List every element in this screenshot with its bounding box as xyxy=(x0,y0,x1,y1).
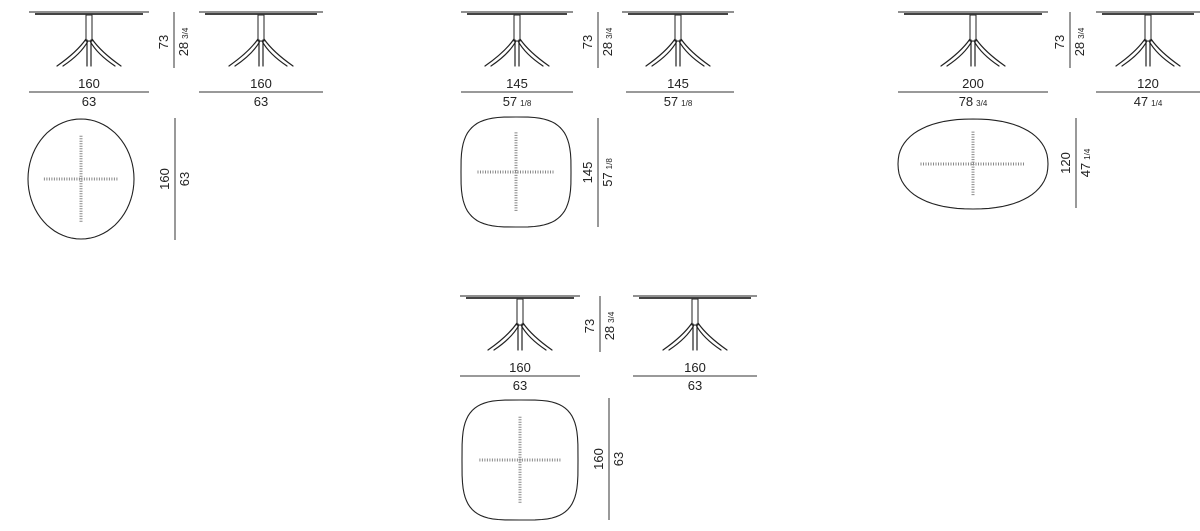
leg-left-inner xyxy=(1122,41,1147,66)
front-elevation xyxy=(29,12,149,66)
leg-right xyxy=(92,39,121,66)
height-inch-label-fraction: 3/4 xyxy=(607,311,616,323)
table-column xyxy=(970,15,976,41)
table-variant-oval-200x120 xyxy=(898,12,1200,209)
leg-right-inner xyxy=(521,325,546,350)
plan-depth-cm-label-value: 160 xyxy=(591,448,606,470)
front-width-inch-label xyxy=(513,378,527,393)
leg-left-inner xyxy=(669,325,694,350)
side-width-cm-label-value: 120 xyxy=(1137,76,1159,91)
height-cm-label-value: 73 xyxy=(582,318,597,334)
plan-depth-inch-label-value: 63 xyxy=(611,451,626,467)
plan-depth-cm-label xyxy=(1058,152,1073,174)
leg-right xyxy=(1151,39,1180,66)
front-width-inch-label-value: 63 xyxy=(512,378,528,393)
front-width-inch-label-fraction: 3/4 xyxy=(976,99,988,108)
leg-right-inner xyxy=(1149,41,1174,66)
leg-left xyxy=(663,323,692,350)
front-elevation xyxy=(898,12,1048,66)
plan-depth-cm-label-value: 145 xyxy=(580,161,595,184)
leg-right xyxy=(681,39,710,66)
base-cross xyxy=(478,132,555,211)
height-cm-label xyxy=(1052,35,1067,49)
front-elevation xyxy=(460,296,580,350)
front-width-cm-label xyxy=(962,76,984,91)
height-cm-label xyxy=(582,319,597,333)
height-inch-label-value: 28 xyxy=(1072,41,1087,57)
table-column xyxy=(258,15,264,41)
height-inch-label-fraction: 3/4 xyxy=(181,27,190,39)
height-cm-label xyxy=(156,35,171,49)
leg-right-inner xyxy=(518,41,543,66)
front-width-cm-label-value: 160 xyxy=(509,360,531,375)
table-column xyxy=(675,15,681,41)
leg-right-inner xyxy=(974,41,999,66)
side-width-cm-label-value: 145 xyxy=(667,76,689,91)
side-width-inch-label xyxy=(254,94,268,109)
plan-depth-inch-label-value: 63 xyxy=(177,171,192,187)
leg-left-inner xyxy=(494,325,519,350)
plan-depth-cm-label xyxy=(580,162,595,184)
plan-depth-inch-label-fraction: 1/4 xyxy=(1083,148,1092,160)
side-width-cm-label xyxy=(684,360,706,375)
leg-right xyxy=(698,323,727,350)
front-width-inch-label-fraction: 1/8 xyxy=(520,99,532,108)
leg-right xyxy=(523,323,552,350)
height-inch-label-fraction: 3/4 xyxy=(1077,27,1086,39)
front-width-cm-label xyxy=(78,76,100,91)
front-width-cm-label xyxy=(509,360,531,375)
side-width-cm-label xyxy=(667,76,689,91)
side-elevation xyxy=(199,12,323,66)
leg-left xyxy=(485,39,514,66)
height-cm-label-value: 73 xyxy=(1052,34,1067,50)
leg-right-inner xyxy=(90,41,115,66)
front-width-inch-label xyxy=(959,94,988,109)
plan-depth-cm-label xyxy=(157,168,172,190)
base-cross xyxy=(921,132,1026,197)
table-column xyxy=(692,299,698,325)
plan-depth-inch-label xyxy=(611,452,626,466)
side-width-inch-label-value: 63 xyxy=(687,378,703,393)
front-width-inch-label-value: 63 xyxy=(81,94,97,109)
height-cm-label-value: 73 xyxy=(156,34,171,50)
leg-right xyxy=(976,39,1005,66)
side-width-inch-label xyxy=(688,378,702,393)
side-elevation xyxy=(633,296,757,350)
leg-left xyxy=(488,323,517,350)
plan-depth-cm-label xyxy=(591,448,606,470)
height-inch-label xyxy=(176,27,191,56)
side-width-inch-label-value: 57 xyxy=(663,94,679,109)
leg-left-inner xyxy=(235,41,260,66)
leg-left-inner xyxy=(947,41,972,66)
plan-depth-inch-label-value: 57 xyxy=(600,172,615,187)
table-column xyxy=(86,15,92,41)
leg-left xyxy=(646,39,675,66)
height-inch-label-value: 28 xyxy=(602,325,617,341)
leg-right-inner xyxy=(262,41,287,66)
leg-right-inner xyxy=(696,325,721,350)
side-width-inch-label-value: 47 xyxy=(1133,94,1149,109)
side-width-cm-label xyxy=(1137,76,1159,91)
front-width-inch-label-value: 57 xyxy=(502,94,518,109)
front-elevation xyxy=(461,12,573,66)
leg-left-inner xyxy=(63,41,88,66)
table-column xyxy=(514,15,520,41)
table-column xyxy=(1145,15,1151,41)
front-width-inch-label xyxy=(503,94,532,109)
height-inch-label-value: 28 xyxy=(176,41,191,57)
leg-left-inner xyxy=(652,41,677,66)
leg-right xyxy=(520,39,549,66)
table-variant-rounded-square-160 xyxy=(460,296,757,520)
plan-depth-cm-label-value: 160 xyxy=(157,168,172,190)
height-inch-label xyxy=(600,27,615,56)
leg-left-inner xyxy=(491,41,516,66)
side-elevation xyxy=(1096,12,1200,66)
side-width-cm-label xyxy=(250,76,272,91)
leg-right xyxy=(264,39,293,66)
plan-depth-inch-label-value: 47 xyxy=(1078,162,1093,178)
side-width-inch-label xyxy=(664,94,693,109)
side-width-inch-label xyxy=(1134,94,1163,109)
leg-left xyxy=(941,39,970,66)
side-width-inch-label-value: 63 xyxy=(253,94,269,109)
plan-depth-inch-label xyxy=(600,158,615,187)
side-width-inch-label-fraction: 1/4 xyxy=(1151,99,1163,108)
table-variant-round-160 xyxy=(28,12,323,240)
front-width-cm-label-value: 200 xyxy=(962,76,984,91)
front-width-inch-label xyxy=(82,94,96,109)
side-width-cm-label-value: 160 xyxy=(250,76,272,91)
height-inch-label-fraction: 3/4 xyxy=(605,27,614,39)
height-cm-label xyxy=(580,35,595,49)
side-elevation xyxy=(622,12,734,66)
front-width-cm-label-value: 160 xyxy=(78,76,100,91)
side-width-inch-label-fraction: 1/8 xyxy=(681,99,693,108)
height-inch-label xyxy=(602,311,617,340)
front-width-cm-label xyxy=(506,76,528,91)
side-width-cm-label-value: 160 xyxy=(684,360,706,375)
plan-depth-inch-label-fraction: 1/8 xyxy=(605,158,614,170)
height-cm-label-value: 73 xyxy=(580,34,595,50)
front-width-cm-label-value: 145 xyxy=(506,76,528,91)
plan-depth-inch-label xyxy=(177,172,192,186)
leg-right-inner xyxy=(679,41,704,66)
height-inch-label xyxy=(1072,27,1087,56)
front-width-inch-label-value: 78 xyxy=(958,94,974,109)
base-cross xyxy=(479,417,560,503)
table-variant-rounded-square-145 xyxy=(461,12,734,227)
height-inch-label-value: 28 xyxy=(600,41,615,57)
plan-depth-inch-label xyxy=(1078,148,1093,177)
leg-left xyxy=(1116,39,1145,66)
table-column xyxy=(517,299,523,325)
base-cross xyxy=(44,136,118,222)
plan-depth-cm-label-value: 120 xyxy=(1058,152,1073,174)
leg-left xyxy=(229,39,258,66)
leg-left xyxy=(57,39,86,66)
